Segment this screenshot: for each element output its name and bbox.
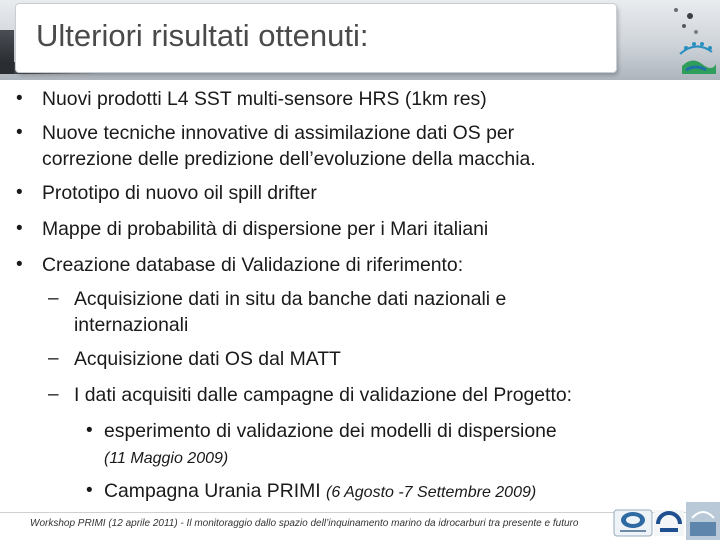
campaign-name: Campagna Urania PRIMI — [104, 480, 321, 502]
campaign-date: (6 Agosto -7 Settembre 2009) — [326, 484, 537, 501]
primi-logo-icon — [672, 34, 720, 82]
footer-text: Workshop PRIMI (12 aprile 2011) - Il monitoraggio dallo spazio dell’inquinamento marino da idrocarburi tra presente e futuro — [30, 518, 579, 529]
isac-logo-icon — [686, 502, 720, 540]
bullet-text: Mappe di probabilità di dispersione per i Mari italiani — [42, 218, 489, 240]
cnr-logo-icon — [652, 506, 686, 538]
sub-item-text: Acquisizione dati OS dal MATT — [74, 348, 341, 370]
sub-sub-item-marker: • — [86, 420, 93, 441]
sub-sub-item-text: esperimento di validazione dei modelli di dispersione — [104, 420, 557, 442]
bullet-marker: • — [16, 122, 23, 143]
sub-sub-item-marker: • — [86, 480, 93, 501]
enea-logo-icon — [612, 506, 654, 538]
bullet-text: Creazione database di Validazione di riferimento: — [42, 254, 464, 276]
slide-title: Ulteriori risultati ottenuti: — [36, 18, 369, 53]
sub-item-text: I dati acquisiti dalle campagne di validazione del Progetto: — [74, 384, 573, 406]
bullet-marker: • — [16, 182, 23, 203]
sub-item-text: Acquisizione dati in situ da banche dati nazionali e — [74, 288, 507, 310]
sub-item-text-continued: internazionali — [74, 314, 189, 336]
bullet-marker: • — [16, 88, 23, 109]
bullet-marker: • — [16, 254, 23, 275]
bullet-text: Nuovi prodotti L4 SST multi-sensore HRS (1km res) — [42, 88, 487, 110]
sub-item-marker: – — [48, 384, 59, 405]
bullet-text: Prototipo di nuovo oil spill drifter — [42, 182, 317, 204]
sub-item-marker: – — [48, 348, 59, 369]
sub-sub-item-date: (11 Maggio 2009) — [104, 450, 229, 467]
bullet-text: Nuove tecniche innovative di assimilazione dati OS per — [42, 122, 515, 144]
bullet-marker: • — [16, 218, 23, 239]
slide-content — [0, 84, 720, 504]
bullet-text-continued: correzione delle predizione dell’evoluzione della macchia. — [42, 148, 536, 170]
sub-sub-item-text — [104, 480, 536, 503]
sub-item-marker: – — [48, 288, 59, 309]
title-box — [16, 4, 616, 72]
